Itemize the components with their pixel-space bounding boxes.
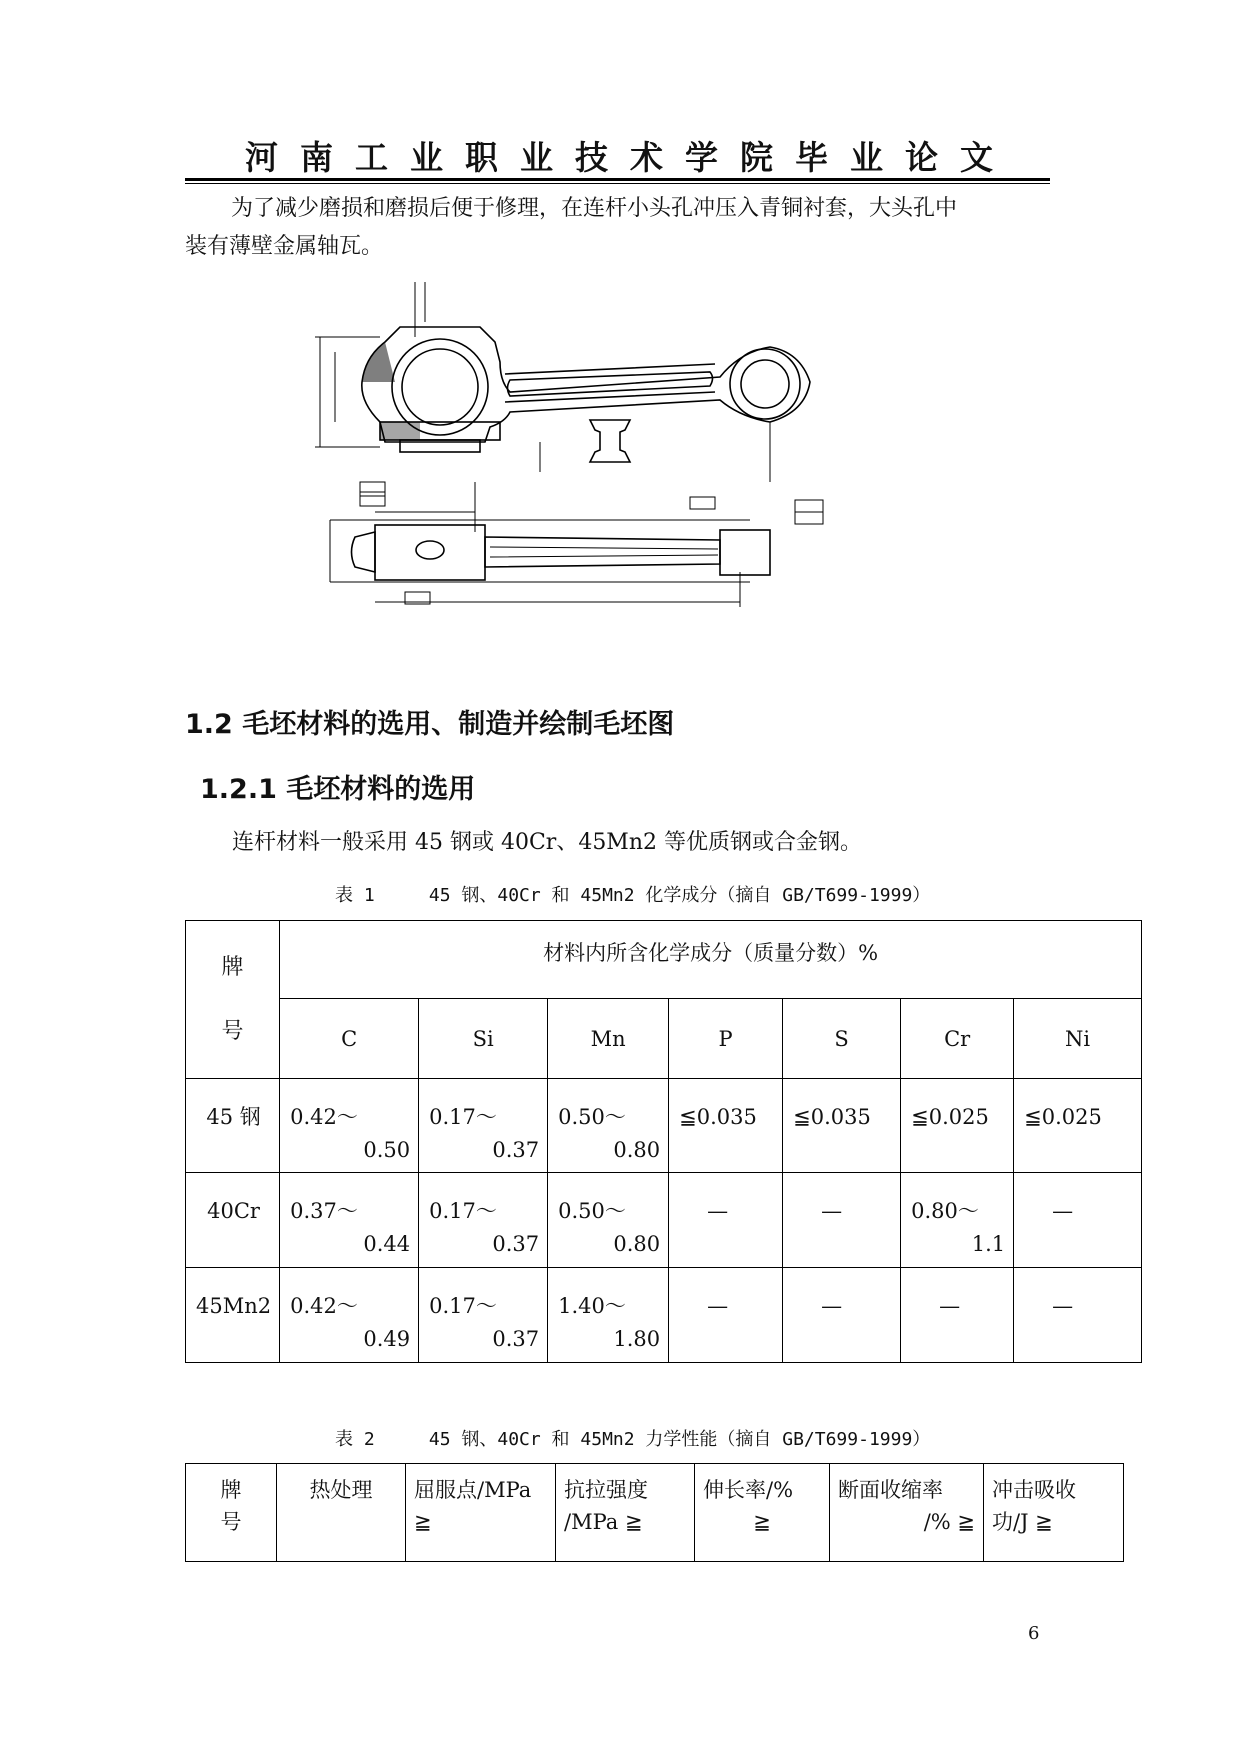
value-cell: — xyxy=(783,1173,901,1268)
value-cell: ≦0.035 xyxy=(669,1079,783,1173)
table-row xyxy=(186,1268,1142,1363)
col-header-cr: Cr xyxy=(901,999,1014,1079)
grade-header-char-1: 牌 xyxy=(221,954,244,980)
table-row xyxy=(186,1173,1142,1268)
value-cell: 0.50～ 0.80 xyxy=(548,1079,669,1173)
header-rule xyxy=(185,178,1050,181)
value-cell: ≦0.025 xyxy=(901,1079,1014,1173)
material-paragraph: 连杆材料一般采用 45 钢或 40Cr、45Mn2 等优质钢或合金钢。 xyxy=(232,830,862,855)
value-cell: ≦0.035 xyxy=(783,1079,901,1173)
composition-span-header: 材料内所含化学成分（质量分数）% xyxy=(280,921,1142,999)
grade-header-cell xyxy=(186,921,280,1079)
t2-header-impact: 冲击吸收 功/J ≧ xyxy=(984,1464,1124,1562)
col-header-p: P xyxy=(669,999,783,1079)
value-cell: 0.17～ 0.37 xyxy=(419,1079,548,1173)
value-cell: — xyxy=(669,1173,783,1268)
value-cell: 0.50～ 0.80 xyxy=(548,1173,669,1268)
t2-header-grade: 牌 号 xyxy=(186,1464,277,1562)
connecting-rod-drawing-icon xyxy=(300,282,950,682)
grade-cell: 40Cr xyxy=(186,1173,280,1268)
table-row xyxy=(186,1079,1142,1173)
col-header-mn: Mn xyxy=(548,999,669,1079)
grade-cell: 45Mn2 xyxy=(186,1268,280,1363)
t2-header-yield: 屈服点/MPa ≧ xyxy=(406,1464,556,1562)
grade-header-char-2: 号 xyxy=(221,1018,244,1044)
t2-header-elongation: 伸长率/% ≧ xyxy=(695,1464,830,1562)
t2-header-heat-treatment: 热处理 xyxy=(277,1464,406,1562)
value-cell: 0.17～ 0.37 xyxy=(419,1268,548,1363)
value-cell: — xyxy=(669,1268,783,1363)
col-header-c: C xyxy=(280,999,419,1079)
grade-cell: 45 钢 xyxy=(186,1079,280,1173)
table2-caption: 表 2 45 钢、40Cr 和 45Mn2 力学性能（摘自 GB/T699-1999） xyxy=(335,1429,931,1450)
t2-header-tensile: 抗拉强度 /MPa ≧ xyxy=(556,1464,695,1562)
col-header-ni: Ni xyxy=(1014,999,1142,1079)
value-cell: — xyxy=(901,1268,1014,1363)
value-cell: 0.37～ 0.44 xyxy=(280,1173,419,1268)
chemical-composition-table xyxy=(185,920,1142,1363)
value-cell: — xyxy=(783,1268,901,1363)
page-header-title: 河南工业职业技术学院毕业论文 xyxy=(245,138,1015,177)
t2-header-reduction: 断面收缩率 /% ≧ xyxy=(830,1464,984,1562)
value-cell: 1.40～ 1.80 xyxy=(548,1268,669,1363)
header-rule-thin xyxy=(185,183,1050,184)
value-cell: ≦0.025 xyxy=(1014,1079,1142,1173)
value-cell: 0.80～ 1.1 xyxy=(901,1173,1014,1268)
value-cell: — xyxy=(1014,1173,1142,1268)
intro-line-1: 为了减少磨损和磨损后便于修理，在连杆小头孔冲压入青铜衬套，大头孔中 xyxy=(231,196,958,221)
col-header-s: S xyxy=(783,999,901,1079)
section-heading-1-2-1: 1.2.1 毛坯材料的选用 xyxy=(200,774,476,805)
col-header-si: Si xyxy=(419,999,548,1079)
value-cell: 0.42～ 0.50 xyxy=(280,1079,419,1173)
value-cell: — xyxy=(1014,1268,1142,1363)
section-heading-1-2: 1.2 毛坯材料的选用、制造并绘制毛坯图 xyxy=(185,709,675,740)
intro-line-2: 装有薄壁金属轴瓦。 xyxy=(185,234,384,259)
value-cell: 0.17～ 0.37 xyxy=(419,1173,548,1268)
value-cell: 0.42～ 0.49 xyxy=(280,1268,419,1363)
table1-caption: 表 1 45 钢、40Cr 和 45Mn2 化学成分（摘自 GB/T699-1999） xyxy=(335,885,931,906)
mechanical-properties-table xyxy=(185,1463,1124,1562)
page-number: 6 xyxy=(1028,1623,1040,1644)
intro-paragraph xyxy=(185,190,1055,266)
drawing-svg xyxy=(300,282,950,682)
